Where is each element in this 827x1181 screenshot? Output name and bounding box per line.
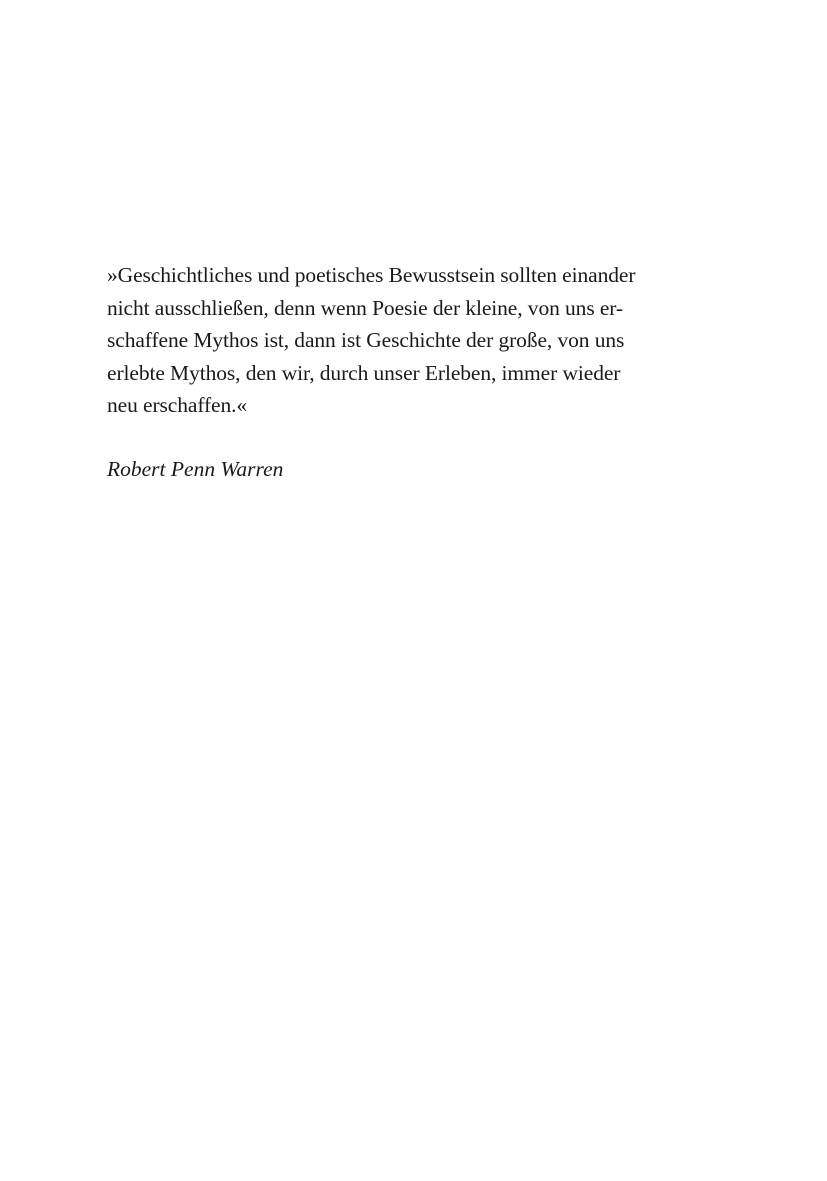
quote-line-4: erlebte Mythos, den wir, durch unser Erleben, immer wieder — [107, 360, 621, 385]
quote-line-1: »Geschichtliches und poetisches Bewusstsein sollten einander — [107, 263, 636, 287]
quote-line-5: neu erschaffen.« — [107, 393, 248, 417]
epigraph-quote — [107, 259, 667, 422]
epigraph — [107, 259, 667, 485]
quote-line-2: nicht ausschließen, denn wenn Poesie der kleine, von uns er- — [107, 295, 623, 320]
epigraph-author: Robert Penn Warren — [107, 456, 284, 481]
quote-line-3: schaffene Mythos ist, dann ist Geschichte der große, von uns — [107, 328, 625, 352]
